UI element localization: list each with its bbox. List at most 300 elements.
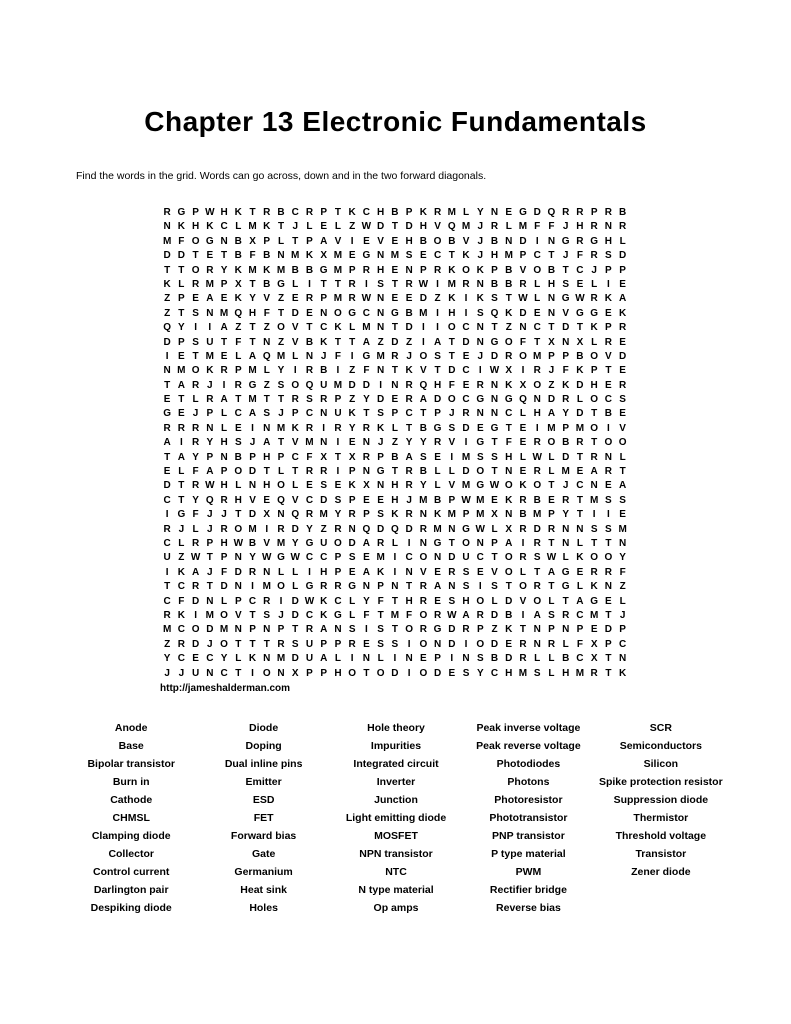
- word-item: NTC: [385, 866, 407, 878]
- grid-letter: S: [320, 480, 328, 492]
- grid-letter: T: [548, 480, 555, 492]
- grid-letter: R: [206, 264, 214, 276]
- grid-letter: R: [362, 264, 371, 276]
- grid-letter: O: [419, 667, 428, 679]
- grid-letter: E: [178, 350, 185, 362]
- grid-letter: F: [576, 638, 583, 650]
- grid-letter: K: [305, 250, 314, 262]
- grid-letter: M: [291, 250, 300, 262]
- grid-letter: G: [590, 307, 599, 319]
- grid-letter: C: [163, 494, 171, 506]
- grid-letter: S: [533, 667, 541, 679]
- grid-letter: P: [249, 451, 256, 463]
- grid-letter: G: [362, 350, 371, 362]
- grid-letter: R: [547, 523, 556, 535]
- grid-letter: G: [362, 250, 371, 262]
- grid-letter: T: [605, 537, 612, 549]
- word-item: Thermistor: [633, 812, 689, 824]
- grid-row: [160, 537, 630, 551]
- grid-letter: J: [192, 408, 199, 420]
- grid-letter: M: [533, 350, 542, 362]
- grid-letter: L: [519, 408, 527, 420]
- grid-letter: P: [334, 394, 342, 406]
- grid-letter: D: [448, 638, 456, 650]
- grid-letter: O: [447, 322, 456, 334]
- grid-letter: O: [277, 480, 285, 492]
- grid-letter: R: [619, 322, 627, 334]
- grid-letter: M: [248, 394, 257, 406]
- grid-letter: L: [221, 422, 228, 434]
- grid-letter: I: [464, 293, 468, 305]
- grid-letter: G: [590, 595, 599, 607]
- grid-letter: I: [393, 566, 397, 578]
- grid-letter: F: [192, 509, 199, 521]
- grid-letter: P: [220, 466, 228, 478]
- grid-letter: R: [163, 422, 171, 434]
- grid-letter: B: [419, 422, 427, 434]
- grid-letter: G: [476, 480, 485, 492]
- grid-letter: L: [349, 595, 356, 607]
- grid-letter: I: [521, 537, 525, 549]
- grid-letter: E: [576, 278, 584, 290]
- grid-row: [160, 220, 630, 234]
- grid-letter: T: [192, 250, 199, 262]
- grid-letter: L: [235, 221, 242, 233]
- grid-letter: I: [308, 566, 311, 578]
- word-item: Hole theory: [367, 722, 425, 734]
- grid-row: [160, 364, 630, 378]
- grid-letter: K: [448, 293, 456, 305]
- grid-letter: E: [291, 293, 299, 305]
- grid-letter: J: [207, 509, 213, 521]
- grid-letter: E: [234, 422, 242, 434]
- word-item: Zener diode: [631, 866, 691, 878]
- grid-letter: A: [547, 566, 556, 578]
- grid-letter: F: [178, 235, 185, 247]
- grid-letter: L: [491, 523, 498, 535]
- grid-letter: K: [391, 509, 399, 521]
- grid-letter: P: [434, 653, 441, 665]
- grid-letter: E: [206, 250, 214, 262]
- grid-letter: T: [263, 466, 270, 478]
- grid-letter: M: [461, 451, 471, 463]
- grid-letter: Y: [249, 293, 256, 305]
- grid-letter: W: [205, 207, 215, 218]
- grid-letter: T: [334, 278, 341, 290]
- grid-letter: Z: [377, 336, 384, 348]
- grid-letter: V: [291, 437, 299, 449]
- grid-row: [160, 350, 630, 364]
- grid-letter: D: [448, 552, 456, 564]
- grid-letter: M: [162, 235, 172, 247]
- grid-letter: N: [220, 451, 228, 463]
- grid-letter: N: [547, 293, 556, 305]
- grid-letter: E: [220, 293, 228, 305]
- grid-letter: N: [519, 322, 527, 334]
- grid-letter: W: [575, 293, 585, 305]
- grid-letter: D: [348, 537, 356, 549]
- grid-letter: T: [277, 394, 285, 406]
- grid-letter: L: [562, 638, 569, 650]
- grid-letter: C: [405, 552, 413, 564]
- grid-letter: W: [447, 609, 457, 621]
- grid-letter: O: [604, 552, 613, 564]
- grid-letter: N: [490, 394, 499, 406]
- grid-letter: B: [234, 451, 242, 463]
- grid-letter: D: [348, 379, 356, 391]
- word-item: Bipolar transistor: [87, 758, 175, 770]
- grid-letter: R: [590, 667, 598, 679]
- grid-letter: G: [519, 207, 527, 218]
- grid-letter: R: [177, 422, 185, 434]
- grid-letter: T: [605, 365, 612, 377]
- grid-letter: R: [277, 523, 285, 535]
- grid-letter: R: [462, 278, 470, 290]
- grid-letter: R: [590, 293, 598, 305]
- grid-letter: L: [448, 466, 455, 478]
- grid-letter: G: [390, 307, 399, 319]
- grid-letter: A: [163, 437, 171, 449]
- grid-letter: T: [491, 466, 498, 478]
- grid-letter: S: [434, 350, 441, 362]
- grid-letter: Z: [406, 336, 413, 348]
- grid-letter: Y: [619, 552, 626, 564]
- grid-letter: H: [562, 667, 570, 679]
- grid-letter: R: [604, 336, 612, 348]
- grid-letter: P: [590, 207, 598, 218]
- grid-letter: T: [576, 509, 583, 521]
- grid-letter: M: [589, 609, 599, 621]
- grid-letter: N: [490, 207, 499, 218]
- grid-letter: X: [491, 509, 498, 521]
- grid-letter: H: [490, 250, 499, 262]
- grid-letter: C: [291, 451, 299, 463]
- grid-letter: P: [206, 408, 214, 420]
- grid-letter: Z: [434, 293, 441, 305]
- grid-letter: J: [477, 221, 484, 233]
- grid-letter: F: [534, 221, 541, 233]
- grid-letter: O: [476, 466, 485, 478]
- grid-letter: P: [234, 595, 242, 607]
- grid-letter: D: [562, 451, 570, 463]
- grid-letter: G: [561, 581, 570, 593]
- grid-letter: E: [220, 350, 228, 362]
- grid-letter: I: [208, 322, 212, 334]
- grid-letter: Y: [306, 523, 313, 535]
- grid-letter: I: [535, 235, 539, 247]
- grid-letter: E: [363, 638, 370, 650]
- grid-letter: R: [590, 250, 598, 262]
- grid-letter: I: [336, 365, 340, 377]
- grid-letter: I: [521, 609, 525, 621]
- grid-letter: N: [490, 408, 499, 420]
- grid-letter: R: [305, 293, 314, 305]
- grid-letter: M: [276, 653, 286, 665]
- grid-letter: V: [420, 566, 427, 578]
- grid-letter: R: [362, 422, 371, 434]
- grid-letter: N: [448, 581, 456, 593]
- grid-letter: F: [377, 595, 384, 607]
- grid-letter: G: [576, 307, 584, 319]
- grid-letter: R: [191, 437, 200, 449]
- grid-letter: I: [365, 624, 368, 636]
- word-item: Photoresistor: [494, 794, 563, 806]
- grid-letter: N: [533, 394, 541, 406]
- word-item: Peak inverse voltage: [476, 722, 581, 734]
- grid-letter: K: [590, 322, 598, 334]
- grid-letter: R: [305, 207, 314, 218]
- word-item: Heat sink: [240, 884, 287, 896]
- grid-letter: R: [604, 466, 612, 478]
- grid-letter: B: [234, 250, 242, 262]
- grid-letter: G: [462, 523, 470, 535]
- grid-letter: Q: [305, 379, 314, 391]
- grid-letter: M: [276, 264, 286, 276]
- grid-letter: Q: [362, 523, 371, 535]
- grid-letter: O: [590, 422, 599, 434]
- grid-letter: A: [191, 566, 200, 578]
- grid-letter: B: [405, 307, 413, 319]
- grid-letter: D: [291, 523, 299, 535]
- grid-letter: V: [491, 566, 498, 578]
- grid-letter: S: [291, 638, 299, 650]
- grid-letter: I: [535, 422, 539, 434]
- grid-letter: Z: [235, 322, 242, 334]
- grid-letter: D: [377, 394, 385, 406]
- grid-letter: C: [305, 408, 314, 420]
- grid-letter: S: [548, 609, 555, 621]
- grid-letter: M: [518, 221, 528, 233]
- grid-letter: A: [433, 336, 442, 348]
- grid-letter: R: [433, 437, 442, 449]
- grid-letter: O: [334, 537, 342, 549]
- word-search-grid: [160, 206, 630, 681]
- grid-letter: R: [305, 509, 314, 521]
- grid-letter: T: [420, 408, 427, 420]
- grid-letter: M: [376, 552, 385, 564]
- grid-letter: R: [263, 595, 271, 607]
- grid-letter: R: [248, 566, 257, 578]
- grid-letter: M: [177, 365, 186, 377]
- grid-letter: T: [249, 638, 256, 650]
- grid-letter: R: [334, 422, 342, 434]
- grid-letter: D: [291, 595, 299, 607]
- grid-letter: K: [320, 609, 328, 621]
- grid-letter: R: [505, 350, 513, 362]
- grid-letter: A: [320, 624, 328, 636]
- grid-letter: M: [162, 624, 172, 636]
- grid-letter: T: [249, 609, 256, 621]
- grid-letter: A: [177, 379, 185, 391]
- grid-letter: X: [505, 365, 513, 377]
- grid-letter: N: [377, 480, 385, 492]
- grid-letter: A: [419, 394, 427, 406]
- grid-row: [160, 609, 630, 623]
- grid-letter: Z: [619, 581, 626, 593]
- grid-letter: D: [163, 480, 171, 492]
- grid-letter: S: [590, 523, 598, 535]
- grid-letter: L: [277, 466, 285, 478]
- grid-letter: N: [547, 235, 556, 247]
- grid-letter: N: [277, 667, 285, 679]
- grid-row: [160, 638, 630, 652]
- grid-letter: V: [562, 307, 570, 319]
- grid-letter: C: [462, 365, 470, 377]
- grid-letter: N: [362, 437, 371, 449]
- word-item: Forward bias: [230, 830, 297, 842]
- grid-letter: O: [533, 595, 542, 607]
- grid-letter: V: [462, 235, 470, 247]
- grid-letter: I: [450, 451, 454, 463]
- grid-letter: N: [590, 480, 598, 492]
- grid-letter: G: [561, 566, 570, 578]
- grid-letter: C: [476, 552, 484, 564]
- grid-letter: R: [191, 278, 200, 290]
- grid-letter: A: [362, 566, 371, 578]
- grid-letter: O: [604, 437, 613, 449]
- grid-letter: N: [206, 667, 214, 679]
- grid-letter: H: [405, 595, 413, 607]
- grid-letter: R: [234, 379, 242, 391]
- grid-letter: T: [505, 581, 512, 593]
- grid-letter: A: [220, 394, 228, 406]
- grid-letter: M: [461, 221, 471, 233]
- grid-letter: L: [619, 451, 626, 463]
- grid-letter: J: [178, 523, 185, 535]
- grid-letter: E: [519, 466, 527, 478]
- grid-letter: N: [348, 523, 356, 535]
- grid-letter: K: [462, 250, 470, 262]
- grid-letter: O: [234, 466, 243, 478]
- grid-letter: I: [251, 422, 254, 434]
- grid-letter: S: [533, 552, 541, 564]
- grid-letter: N: [433, 638, 442, 650]
- grid-letter: G: [433, 624, 442, 636]
- grid-letter: R: [191, 422, 200, 434]
- grid-letter: N: [277, 509, 285, 521]
- grid-letter: P: [605, 264, 612, 276]
- grid-letter: E: [519, 437, 527, 449]
- grid-letter: T: [434, 365, 441, 377]
- grid-letter: R: [163, 207, 171, 218]
- grid-letter: D: [576, 408, 584, 420]
- grid-letter: P: [234, 365, 242, 377]
- grid-letter: N: [362, 581, 371, 593]
- grid-letter: E: [391, 394, 399, 406]
- grid-letter: G: [348, 307, 357, 319]
- grid-letter: L: [462, 207, 470, 218]
- grid-letter: V: [377, 235, 384, 247]
- grid-letter: P: [605, 638, 612, 650]
- grid-letter: R: [519, 653, 527, 665]
- grid-letter: B: [419, 466, 427, 478]
- grid-letter: L: [534, 653, 541, 665]
- grid-row: [160, 292, 630, 306]
- grid-letter: K: [505, 379, 513, 391]
- grid-letter: U: [334, 408, 342, 420]
- grid-letter: L: [277, 566, 285, 578]
- grid-letter: E: [163, 466, 171, 478]
- grid-letter: R: [405, 379, 413, 391]
- grid-letter: J: [249, 437, 256, 449]
- grid-letter: B: [490, 278, 499, 290]
- grid-letter: M: [276, 422, 286, 434]
- word-item: SCR: [649, 722, 672, 734]
- grid-letter: P: [192, 207, 199, 218]
- grid-letter: O: [504, 480, 513, 492]
- grid-letter: R: [348, 509, 356, 521]
- grid-letter: J: [221, 509, 227, 521]
- grid-letter: T: [334, 336, 341, 348]
- grid-letter: K: [234, 207, 242, 218]
- grid-letter: B: [277, 207, 285, 218]
- grid-letter: R: [476, 609, 484, 621]
- grid-letter: D: [177, 250, 185, 262]
- grid-letter: M: [248, 365, 257, 377]
- grid-letter: O: [277, 581, 285, 593]
- grid-letter: D: [519, 235, 527, 247]
- grid-letter: M: [205, 350, 214, 362]
- grid-letter: I: [251, 667, 254, 679]
- grid-row: [160, 595, 630, 609]
- grid-letter: A: [576, 595, 584, 607]
- word-item: Inverter: [376, 776, 416, 788]
- grid-letter: P: [491, 264, 498, 276]
- grid-letter: C: [234, 408, 242, 420]
- word-item: Op amps: [373, 902, 419, 914]
- grid-letter: F: [221, 566, 228, 578]
- grid-letter: R: [348, 638, 356, 650]
- grid-letter: V: [249, 494, 256, 506]
- grid-letter: E: [576, 566, 584, 578]
- grid-letter: L: [292, 566, 299, 578]
- grid-letter: R: [533, 365, 541, 377]
- grid-letter: O: [191, 624, 200, 636]
- grid-letter: T: [164, 581, 171, 593]
- grid-letter: N: [533, 638, 541, 650]
- grid-letter: H: [220, 537, 228, 549]
- grid-letter: O: [504, 336, 513, 348]
- grid-letter: Q: [262, 350, 271, 362]
- grid-letter: T: [277, 221, 285, 233]
- grid-letter: N: [362, 653, 371, 665]
- grid-letter: E: [306, 480, 313, 492]
- grid-letter: L: [519, 451, 527, 463]
- grid-letter: V: [291, 494, 299, 506]
- grid-letter: R: [590, 221, 598, 233]
- grid-letter: L: [334, 653, 341, 665]
- grid-letter: D: [604, 624, 612, 636]
- grid-letter: D: [291, 307, 299, 319]
- grid-letter: K: [505, 624, 513, 636]
- grid-letter: Y: [476, 667, 484, 679]
- grid-letter: D: [433, 394, 442, 406]
- grid-letter: I: [322, 422, 326, 434]
- word-item: PWM: [515, 866, 542, 878]
- grid-letter: L: [548, 595, 555, 607]
- grid-letter: E: [605, 480, 612, 492]
- grid-letter: D: [377, 221, 385, 233]
- grid-letter: G: [433, 537, 442, 549]
- grid-letter: R: [519, 278, 527, 290]
- grid-letter: J: [207, 379, 213, 391]
- grid-letter: F: [235, 336, 242, 348]
- grid-letter: L: [221, 595, 228, 607]
- grid-letter: S: [334, 494, 342, 506]
- grid-letter: G: [504, 394, 513, 406]
- grid-letter: Z: [277, 293, 285, 305]
- grid-letter: S: [263, 609, 271, 621]
